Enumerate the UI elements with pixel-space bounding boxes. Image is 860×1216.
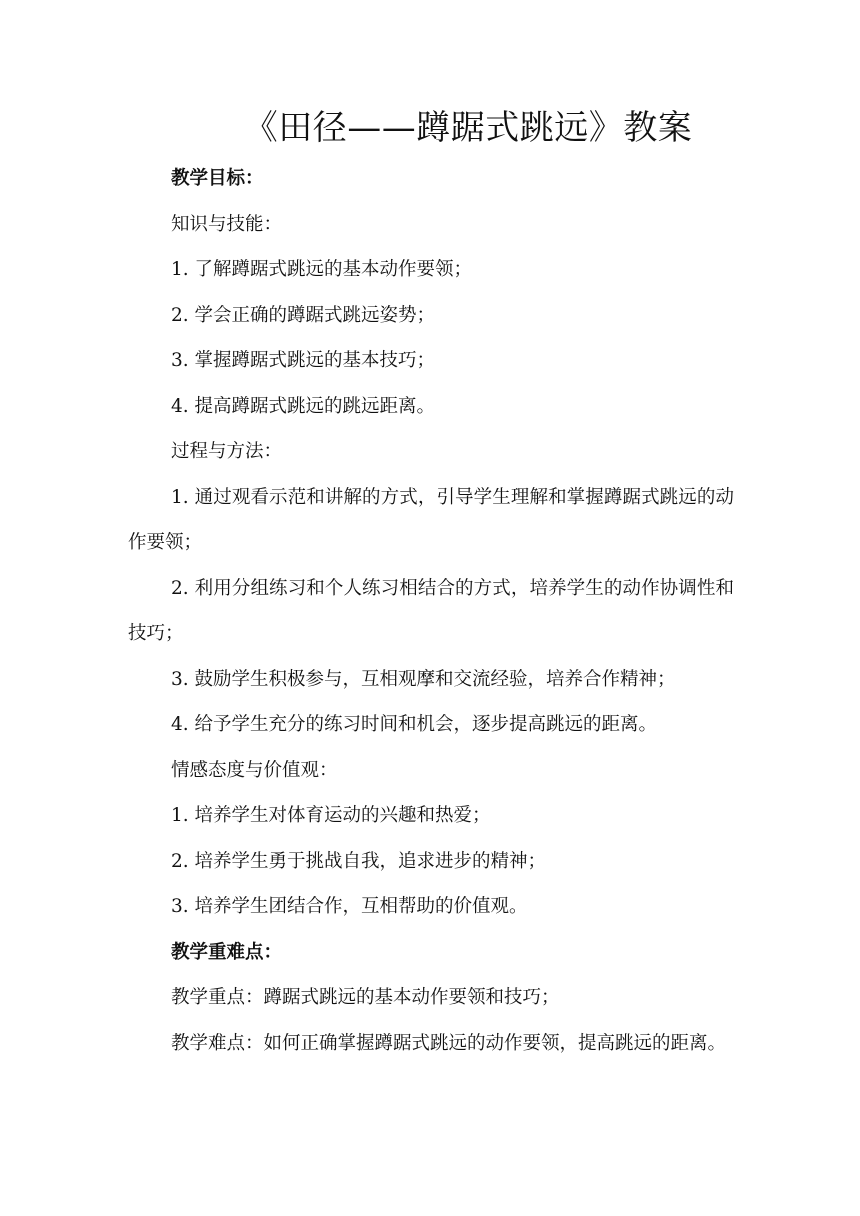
difficult-point: 教学难点：如何正确掌握蹲踞式跳远的动作要领，提高跳远的距离。 (171, 1032, 727, 1054)
list-item: 3. 掌握蹲踞式跳远的基本技巧； (171, 350, 436, 371)
process-heading: 过程与方法： (171, 441, 283, 462)
list-item: 4. 提高蹲踞式跳远的跳远距离。 (171, 395, 436, 417)
list-item: 1. 通过观看示范和讲解的方式，引导学生理解和掌握蹲踞式跳远的动作要领； (128, 486, 734, 553)
list-item: 2. 培养学生勇于挑战自我，追求进步的精神； (171, 850, 547, 872)
document-title: 《田径——蹲踞式跳远》教案 (243, 108, 693, 148)
list-item: 3. 培养学生团结合作，互相帮助的价值观。 (171, 896, 528, 917)
key-point: 教学重点：蹲踞式跳远的基本动作要领和技巧； (171, 987, 560, 1008)
list-item: 1. 了解蹲踞式跳远的基本动作要领； (171, 259, 473, 280)
list-item: 2. 学会正确的蹲踞式跳远姿势； (171, 304, 436, 326)
objectives-heading: 教学目标： (171, 168, 264, 189)
keypoints-heading: 教学重难点： (171, 941, 283, 963)
list-item: 1. 培养学生对体育运动的兴趣和热爱； (171, 805, 491, 826)
emotion-heading: 情感态度与价值观： (171, 759, 338, 781)
list-item: 3. 鼓励学生积极参与，互相观摩和交流经验，培养合作精神； (171, 668, 676, 690)
knowledge-heading: 知识与技能： (171, 213, 283, 235)
list-item: 4. 给予学生充分的练习时间和机会，逐步提高跳远的距离。 (171, 714, 658, 735)
document-body (128, 156, 734, 1066)
list-item: 2. 利用分组练习和个人练习相结合的方式，培养学生的动作协调性和技巧； (128, 577, 734, 644)
